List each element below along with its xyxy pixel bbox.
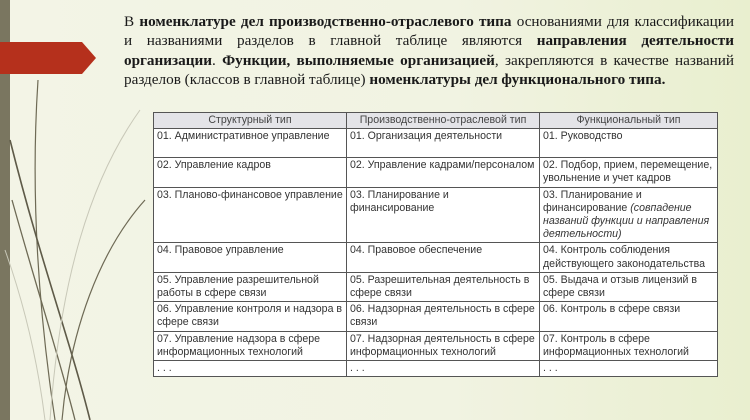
table-row: 02. Управление кадров 02. Управление кадрами/персоналом 02. Подбор, прием, перемещение, увольнение и учет кадров: [154, 158, 718, 187]
table-row: 04. Правовое управление 04. Правовое обеспечение 04. Контроль соблюдения действующего законодательства: [154, 243, 718, 272]
table-row: 07. Управление надзора в сфере информационных технологий 07. Надзорная деятельность в сфере информационных технологий 07. Контроль в сфере информационных технологий: [154, 331, 718, 360]
header-functional: Функциональный тип: [540, 113, 718, 129]
intro-paragraph: В номенклатуре дел производственно-отраслевого типа основаниями для классификации и названиями разделов в главной таблице являются направления деятельности организации. Функции, выполняемые организацией, закрепляются в качестве названий разделов (классов в главной таблице) номенклатуры дел функционального типа.: [124, 13, 735, 89]
row3-note: (совпадение названий функции и направления деятельности): [543, 201, 710, 241]
table-row: . . . . . . . . .: [154, 361, 718, 377]
table-row: 03. Планово-финансовое управление 03. Планирование и финансирование 03. Планирование и финансирование (совпадение названий функции и направления деятельности): [154, 187, 718, 243]
table-row: 05. Управление разрешительной работы в сфере связи 05. Разрешительная деятельность в сфере связи 05. Выдача и отзыв лицензий в сфере связи: [154, 272, 718, 301]
table-row: 01. Административное управление 01. Организация деятельности 01. Руководство: [154, 129, 718, 158]
header-structural: Структурный тип: [154, 113, 347, 129]
table-row: 06. Управление контроля и надзора в сфере связи 06. Надзорная деятельность в сфере связи 06. Контроль в сфере связи: [154, 302, 718, 331]
header-industrial: Производственно-отраслевой тип: [347, 113, 540, 129]
table-header-row: [154, 113, 718, 129]
nomenclature-comparison-table: [153, 112, 718, 377]
red-arrow-banner-icon: [0, 42, 96, 74]
